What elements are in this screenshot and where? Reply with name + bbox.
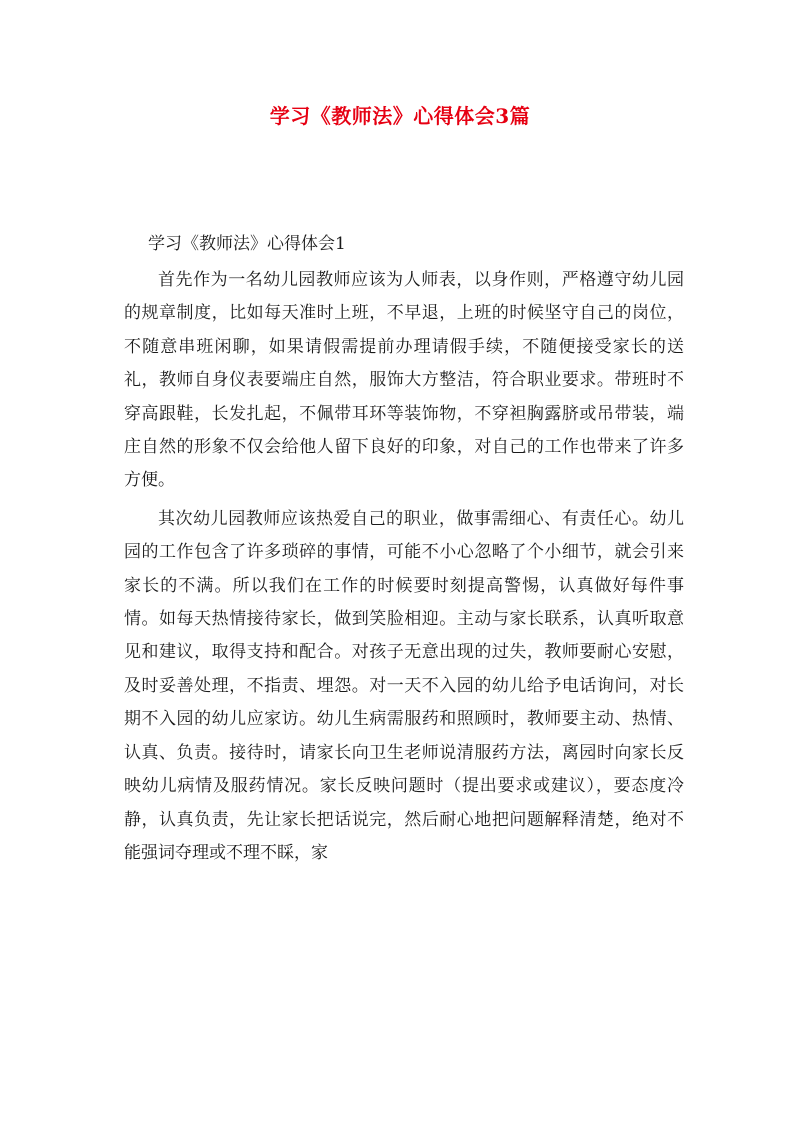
document-body [124, 230, 684, 875]
section-heading: 学习《教师法》心得体会1 [148, 234, 346, 254]
paragraph-2: 其次幼儿园教师应该热爱自己的职业，做事需细心、有责任心。幼儿园的工作包含了许多琐碎的事情，可能不小心忽略了个小细节，就会引来家长的不满。所以我们在工作的时候要时刻提高警惕，认真做好每件事情。如每天热情接待家长，做到笑脸相迎。主动与家长联系，认真听取意见和建议，取得支持和配合。对孩子无意出现的过失，教师要耐心安慰，及时妥善处理，不指责、埋怨。对一天不入园的幼儿给予电话询问，对长期不入园的幼儿应家访。幼儿生病需服药和照顾时，教师要主动、热情、认真、负责。接待时，请家长向卫生老师说清服药方法，离园时向家长反映幼儿病情及服药情况。家长反映问题时（提出要求或建议），要态度冷静，认真负责，先让家长把话说完，然后耐心地把问题解释清楚，绝对不能强词夺理或不理不睬，家 [124, 508, 684, 863]
paragraph-1: 首先作为一名幼儿园教师应该为人师表，以身作则，严格遵守幼儿园的规章制度，比如每天准时上班，不早退，上班的时候坚守自己的岗位，不随意串班闲聊，如果请假需提前办理请假手续，不随便接受家长的送礼，教师自身仪表要端庄自然，服饰大方整洁，符合职业要求。带班时不穿高跟鞋，长发扎起，不佩带耳环等装饰物，不穿袒胸露脐或吊带装，端庄自然的形象不仅会给他人留下良好的印象，对自己的工作也带来了许多方便。 [124, 270, 684, 491]
document-title: 学习《教师法》心得体会3篇 [269, 104, 531, 128]
